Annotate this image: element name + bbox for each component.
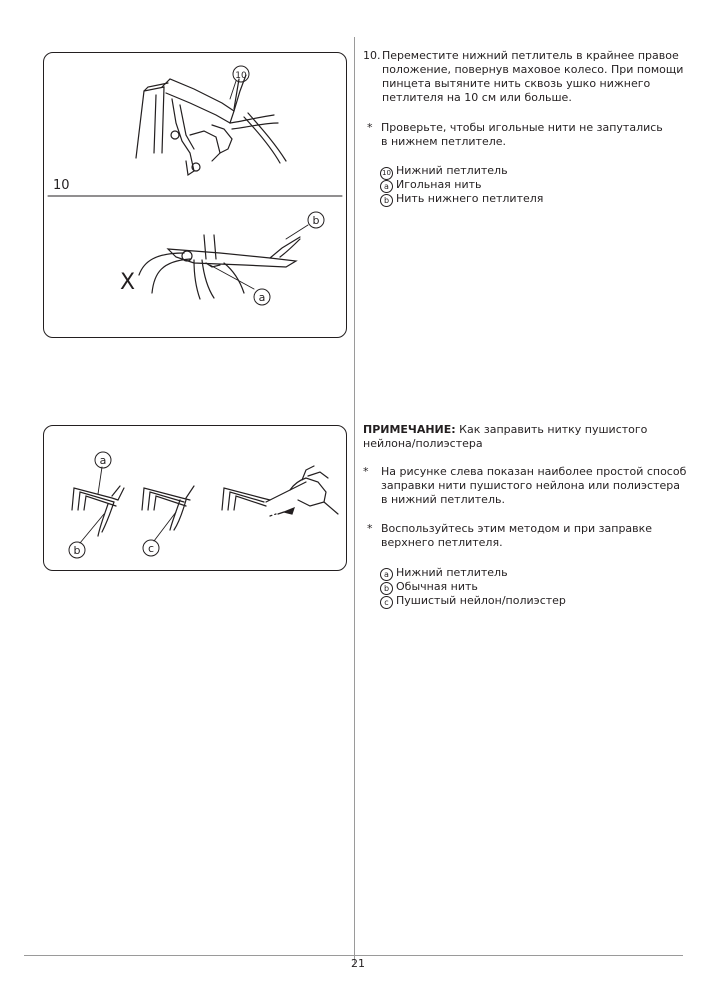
bullet-1-star: * [363, 465, 369, 478]
bullet-2-line-1: Воспользуйтесь этим методом и при заправке [381, 522, 653, 535]
callout-a: a [258, 291, 266, 304]
legend-label: Нижний петлитель [396, 164, 508, 177]
note-line-1: Проверьте, чтобы игольные нити не запутались [381, 121, 663, 134]
note-heading: ПРИМЕЧАНИЕ: [363, 423, 456, 436]
legend-1 [380, 164, 680, 206]
legend-mark: b [380, 582, 393, 595]
looper-illustration [44, 53, 346, 337]
step-line-1: Переместите нижний петлитель в крайнее правое [382, 49, 679, 62]
legend-label: Нить нижнего петлителя [396, 192, 544, 205]
fluffy-note [363, 423, 683, 451]
legend-label: Нижний петлитель [396, 566, 508, 579]
note-heading-rest: Как заправить нитку пушистого [455, 423, 648, 436]
note-line-2: в нижнем петлителе. [381, 135, 507, 148]
legend-mark: 10 [380, 167, 393, 180]
callout-a2: a [99, 454, 107, 467]
step-line-2: положение, повернув маховое колесо. При помощи [382, 63, 684, 76]
note-star: * [367, 121, 373, 134]
step-number: 10. [363, 49, 381, 62]
legend-mark: b [380, 194, 393, 207]
legend-label: Игольная нить [396, 178, 482, 191]
callout-b2: b [73, 544, 81, 557]
legend-item [380, 164, 680, 178]
legend-item [380, 566, 680, 580]
legend-label: Обычная нить [396, 580, 478, 593]
figure-fluffy-thread [43, 425, 347, 571]
wrong-mark: X [120, 270, 136, 295]
page-number: 21 [351, 957, 365, 970]
bullet-1-line-3: в нижний петлитель. [381, 493, 505, 506]
step-line-3: пинцета вытяните нить сквозь ушко нижнего [382, 77, 651, 90]
tangle-note [367, 121, 687, 149]
note-heading-line2: нейлона/полиэстера [363, 437, 483, 450]
figure-looper-threading [43, 52, 347, 338]
legend-label: Пушистый нейлон/полиэстер [396, 594, 566, 607]
bullet-2-star: * [367, 522, 373, 535]
fluffy-thread-illustration [44, 426, 346, 570]
step-10-text [363, 49, 683, 105]
column-divider [354, 37, 355, 963]
bullet-2-line-2: верхнего петлителя. [381, 536, 503, 549]
step-label: 10 [53, 178, 70, 193]
legend-2 [380, 566, 680, 608]
legend-item [380, 178, 680, 192]
legend-item [380, 594, 680, 608]
legend-item [380, 192, 680, 206]
legend-mark: c [380, 596, 393, 609]
callout-c: c [147, 542, 155, 555]
legend-item [380, 580, 680, 594]
callout-10: 10 [235, 71, 247, 81]
step-line-4: петлителя на 10 см или больше. [382, 91, 572, 104]
bullet-1-line-1: На рисунке слева показан наиболее простой способ [381, 465, 687, 478]
callout-b: b [312, 214, 320, 227]
bullet-1-line-2: заправки нити пушистого нейлона или полиэстера [381, 479, 680, 492]
bullet-1 [363, 465, 687, 507]
legend-mark: a [380, 180, 393, 193]
legend-mark: a [380, 568, 393, 581]
bullet-2 [367, 522, 687, 550]
footer-rule [24, 955, 683, 956]
